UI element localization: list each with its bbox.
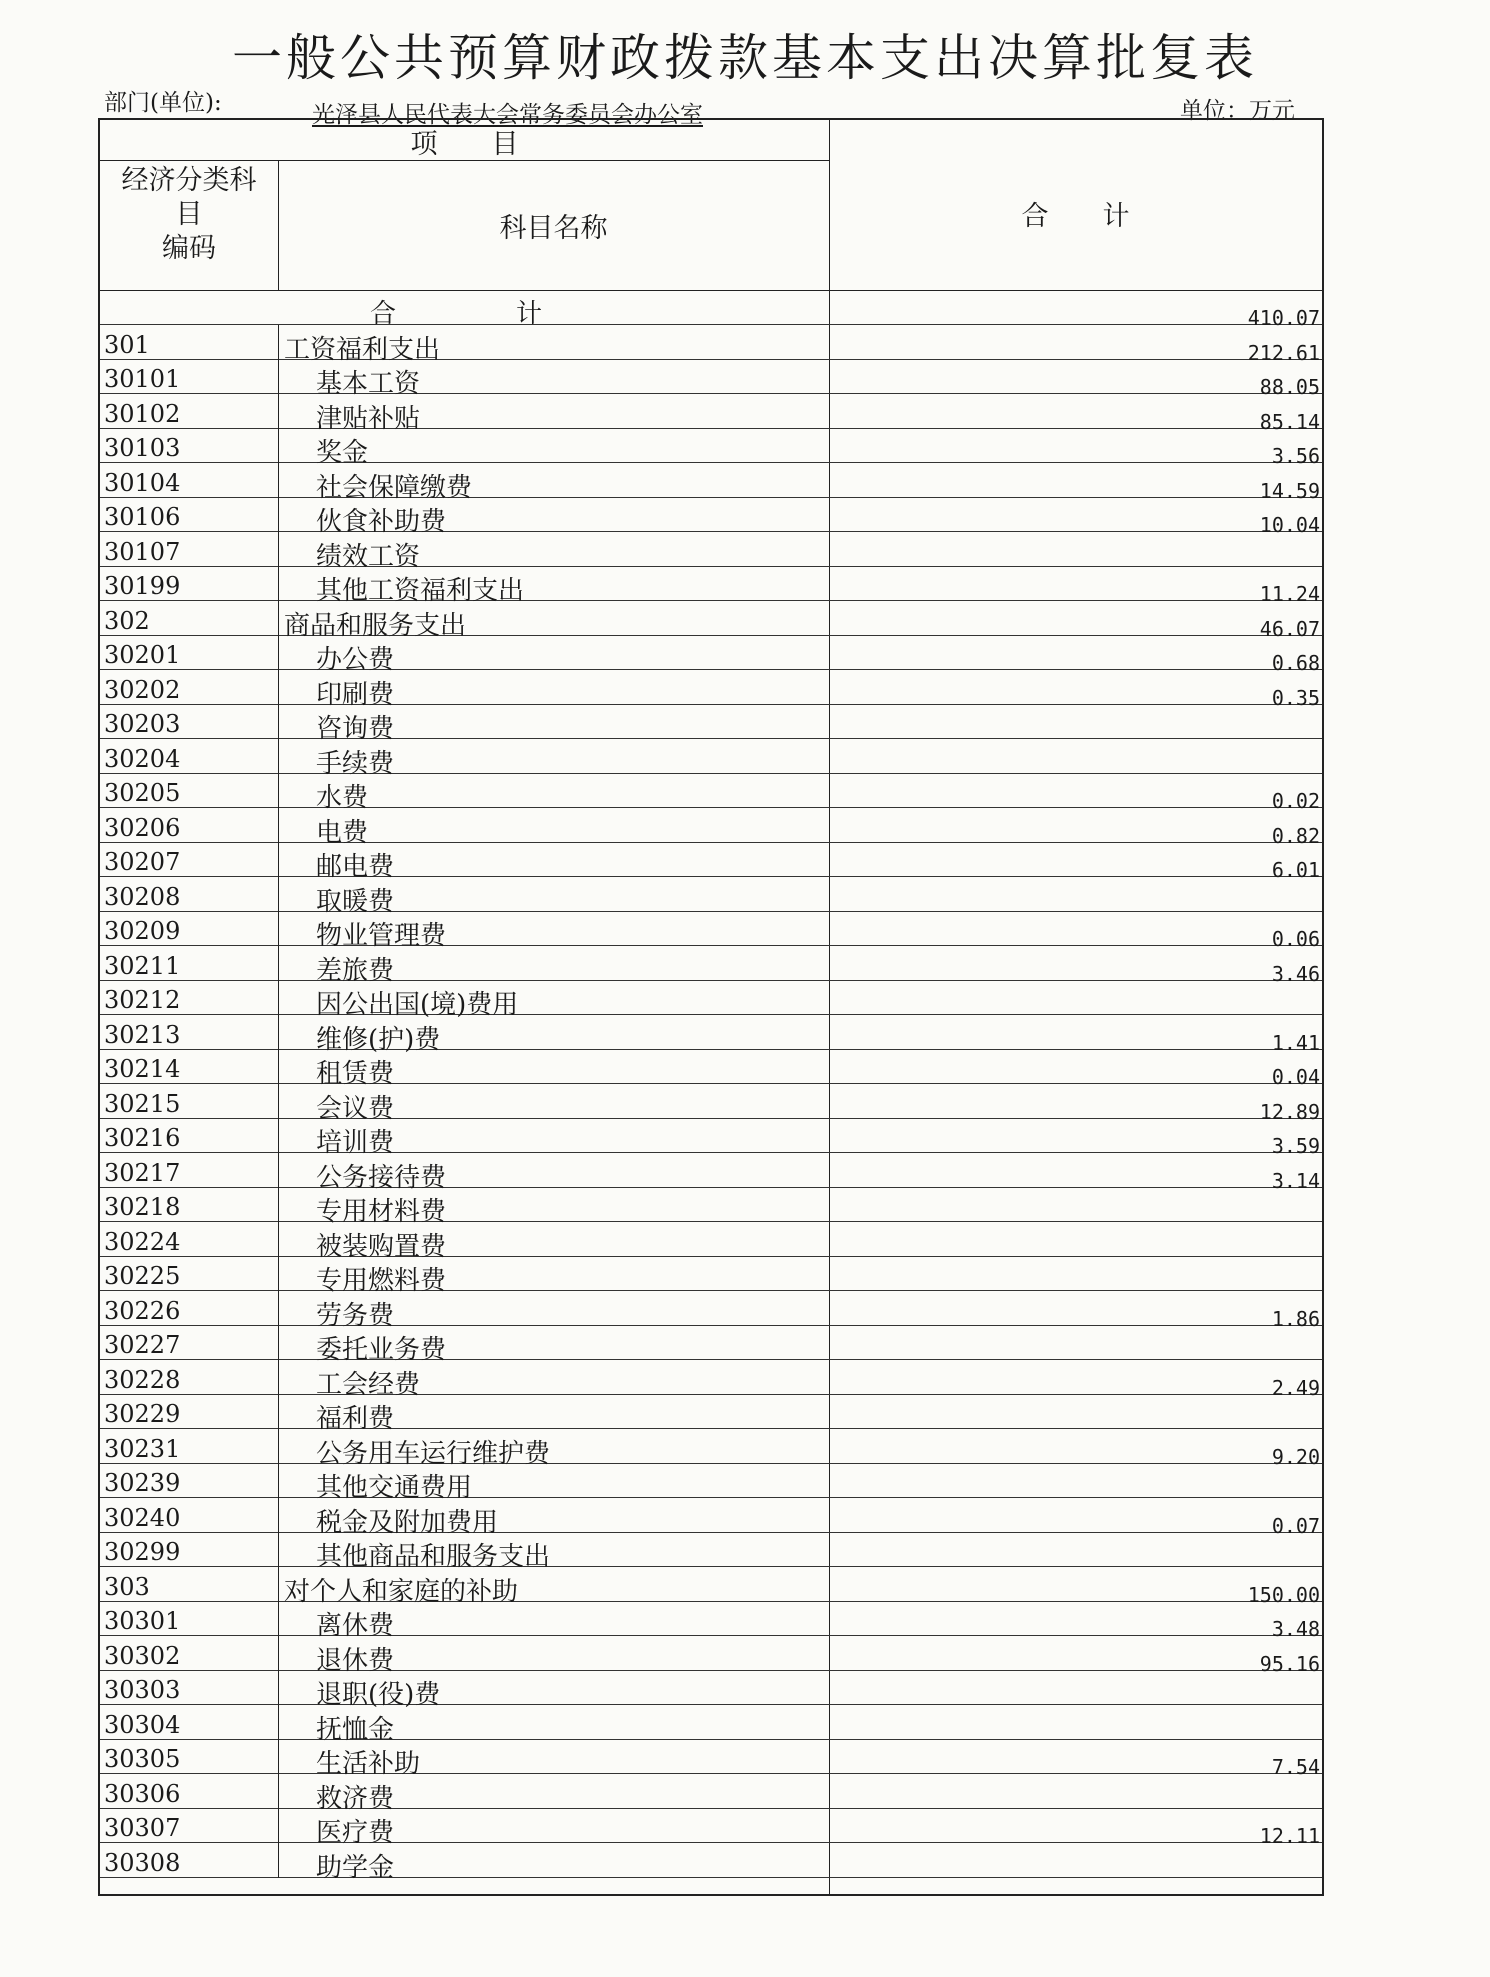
row-amount: 0.07 <box>1271 1513 1320 1538</box>
table-row <box>100 1464 1322 1503</box>
table-row <box>100 1533 1322 1572</box>
row-code: 30107 <box>104 537 181 566</box>
row-amount: 7.54 <box>1271 1755 1320 1779</box>
row-amount: 3.14 <box>1271 1168 1320 1193</box>
table-row <box>100 774 1322 813</box>
row-code: 30307 <box>104 1814 181 1842</box>
total-row-amount: 410.07 <box>1247 305 1320 330</box>
row-code: 30306 <box>104 1779 181 1808</box>
row-name: 公务接待费 <box>316 1162 447 1193</box>
row-code: 30304 <box>104 1710 181 1739</box>
row-code: 30201 <box>104 641 181 669</box>
row-name: 助学金 <box>316 1852 395 1883</box>
row-name: 退休费 <box>316 1645 395 1676</box>
table-row <box>100 1395 1322 1434</box>
table-row <box>100 1188 1322 1227</box>
row-code: 30308 <box>104 1848 181 1877</box>
table-row <box>100 1050 1322 1089</box>
row-amount: 14.59 <box>1259 478 1320 503</box>
row-code: 30239 <box>104 1469 181 1497</box>
row-code: 301 <box>104 330 150 359</box>
row-amount: 9.20 <box>1271 1444 1320 1469</box>
row-code: 30208 <box>104 882 181 911</box>
row-code: 30102 <box>104 399 181 428</box>
row-amount: 0.02 <box>1271 789 1320 813</box>
table-row <box>100 325 1322 365</box>
table-row <box>100 843 1322 882</box>
row-amount: 3.56 <box>1271 444 1320 468</box>
row-code: 30303 <box>104 1676 181 1704</box>
row-code: 30199 <box>104 572 181 600</box>
row-name: 办公费 <box>316 645 395 675</box>
row-amount: 0.06 <box>1271 927 1320 951</box>
row-code: 30103 <box>104 434 181 462</box>
table-row <box>100 1809 1322 1848</box>
table-row <box>100 808 1322 848</box>
table-row <box>100 1326 1322 1365</box>
row-name: 绩效工资 <box>316 541 421 572</box>
row-name: 邮电费 <box>316 852 395 882</box>
row-name: 电费 <box>316 817 369 848</box>
row-code: 30216 <box>104 1124 181 1152</box>
row-code: 302 <box>104 606 150 635</box>
table-row <box>100 360 1322 399</box>
row-amount: 12.89 <box>1259 1099 1320 1124</box>
row-name: 取暖费 <box>316 886 395 917</box>
row-name: 税金及附加费用 <box>316 1507 499 1538</box>
row-name: 物业管理费 <box>316 921 447 951</box>
row-code: 30226 <box>104 1296 181 1325</box>
row-amount: 0.68 <box>1271 651 1320 675</box>
header-code-line-1: 经济分类科 <box>121 165 257 196</box>
row-code: 30231 <box>104 1434 181 1463</box>
table-row <box>100 1843 1322 1883</box>
table-row <box>100 1671 1322 1710</box>
page-title: 一般公共预算财政拨款基本支出决算批复表 <box>232 29 1258 87</box>
row-amount: 6.01 <box>1271 858 1320 882</box>
row-name: 培训费 <box>316 1128 395 1158</box>
row-code: 30209 <box>104 917 181 945</box>
row-name: 委托业务费 <box>316 1335 447 1365</box>
department-name: 光泽县人民代表大会常务委员会办公室 <box>312 102 703 128</box>
row-name: 印刷费 <box>316 679 395 710</box>
row-code: 30211 <box>104 951 181 980</box>
row-name: 社会保障缴费 <box>316 472 473 503</box>
table-row <box>100 1015 1322 1055</box>
table-row <box>100 636 1322 675</box>
row-name: 公务用车运行维护费 <box>316 1438 551 1469</box>
row-amount: 3.48 <box>1271 1617 1320 1641</box>
table-row <box>100 1740 1322 1779</box>
row-code: 30217 <box>104 1158 181 1187</box>
row-amount: 3.46 <box>1271 961 1320 986</box>
row-code: 30302 <box>104 1641 181 1670</box>
table-row <box>100 1360 1322 1400</box>
table-row <box>100 1429 1322 1469</box>
row-name: 基本工资 <box>316 369 421 399</box>
table-row <box>100 1774 1322 1814</box>
row-amount: 0.35 <box>1271 685 1320 710</box>
header-total-column: 合 计 <box>1021 201 1130 232</box>
row-amount: 12.11 <box>1259 1824 1320 1848</box>
table-row <box>100 739 1322 779</box>
department-label: 部门(单位): <box>104 90 222 116</box>
table-row <box>100 1119 1322 1158</box>
table-row <box>100 912 1322 951</box>
row-name: 工资福利支出 <box>284 334 441 365</box>
row-amount: 95.16 <box>1259 1651 1320 1676</box>
header-code-column <box>100 164 278 266</box>
row-amount: 88.05 <box>1259 375 1320 399</box>
row-name: 水费 <box>316 783 369 813</box>
table-row <box>100 1153 1322 1193</box>
table-row <box>100 877 1322 917</box>
row-code: 30204 <box>104 744 181 773</box>
row-amount: 3.59 <box>1271 1134 1320 1158</box>
row-code: 30228 <box>104 1365 181 1394</box>
row-code: 30101 <box>104 365 181 393</box>
table-row <box>100 670 1322 710</box>
table-row <box>100 498 1322 537</box>
row-code: 30207 <box>104 848 181 876</box>
row-code: 30202 <box>104 675 181 704</box>
row-amount: 212.61 <box>1247 340 1320 365</box>
row-name: 福利费 <box>316 1404 395 1434</box>
row-code: 30224 <box>104 1227 181 1256</box>
row-code: 30104 <box>104 468 181 497</box>
table-row <box>100 981 1322 1020</box>
row-name: 救济费 <box>316 1783 395 1814</box>
row-amount: 46.07 <box>1259 616 1320 641</box>
row-amount: 0.04 <box>1271 1065 1320 1089</box>
row-name: 商品和服务支出 <box>284 610 467 641</box>
table-row <box>100 1498 1322 1538</box>
table-row <box>100 567 1322 606</box>
header-code-line-2: 目 <box>175 199 203 230</box>
row-name: 医疗费 <box>316 1818 395 1848</box>
row-name: 奖金 <box>316 438 369 468</box>
row-code: 30206 <box>104 813 181 842</box>
row-code: 30240 <box>104 1503 181 1532</box>
table-row <box>100 1602 1322 1641</box>
row-code: 30301 <box>104 1607 181 1635</box>
row-name: 会议费 <box>316 1093 395 1124</box>
row-name: 抚恤金 <box>316 1714 395 1745</box>
code-column-divider <box>278 325 279 1878</box>
row-name: 退职(役)费 <box>316 1680 441 1710</box>
row-code: 30106 <box>104 503 181 531</box>
row-code: 30299 <box>104 1538 181 1566</box>
row-code: 30203 <box>104 710 181 738</box>
table-row <box>100 394 1322 434</box>
row-name: 因公出国(境)费用 <box>316 990 519 1020</box>
unit-label: 单位：万元 <box>1180 98 1295 124</box>
table-row <box>100 463 1322 503</box>
table-row <box>100 1567 1322 1607</box>
row-code: 303 <box>104 1572 150 1601</box>
row-code: 30227 <box>104 1331 181 1359</box>
table-row <box>100 705 1322 744</box>
header-item: 项 目 <box>410 129 519 160</box>
table-row <box>100 1636 1322 1676</box>
row-code: 30225 <box>104 1262 181 1290</box>
row-amount: 0.82 <box>1271 823 1320 848</box>
table-row <box>100 1222 1322 1262</box>
row-name: 津贴补贴 <box>316 403 421 434</box>
row-amount: 1.41 <box>1271 1030 1320 1055</box>
total-row <box>100 290 1322 330</box>
table-row <box>100 1705 1322 1745</box>
row-name: 伙食补助费 <box>316 507 447 537</box>
row-amount: 10.04 <box>1259 513 1320 537</box>
row-name: 被装购置费 <box>316 1231 447 1262</box>
row-code: 30212 <box>104 986 181 1014</box>
table-row <box>100 532 1322 572</box>
row-name: 劳务费 <box>316 1300 395 1331</box>
header-name-column: 科目名称 <box>499 213 608 244</box>
budget-table <box>98 118 1324 1896</box>
table-row <box>100 946 1322 986</box>
row-name: 手续费 <box>316 748 395 779</box>
row-code: 30213 <box>104 1020 181 1049</box>
row-name: 对个人和家庭的补助 <box>284 1576 519 1607</box>
row-amount: 1.86 <box>1271 1306 1320 1331</box>
row-amount: 150.00 <box>1247 1582 1320 1607</box>
row-code: 30305 <box>104 1745 181 1773</box>
row-name: 专用材料费 <box>316 1197 447 1227</box>
table-row <box>100 1084 1322 1124</box>
row-name: 工会经费 <box>316 1369 421 1400</box>
row-code: 30229 <box>104 1400 181 1428</box>
row-name: 维修(护)费 <box>316 1024 441 1055</box>
table-row <box>100 1257 1322 1296</box>
table-row <box>100 429 1322 468</box>
row-name: 专用燃料费 <box>316 1266 447 1296</box>
row-name: 生活补助 <box>316 1749 421 1779</box>
row-name: 其他商品和服务支出 <box>316 1542 551 1572</box>
row-amount: 85.14 <box>1259 409 1320 434</box>
row-name: 其他交通费用 <box>316 1473 473 1503</box>
header-code-line-3: 编码 <box>162 233 216 264</box>
row-code: 30218 <box>104 1193 181 1221</box>
row-code: 30215 <box>104 1089 181 1118</box>
table-row <box>100 601 1322 641</box>
row-name: 租赁费 <box>316 1059 395 1089</box>
row-name: 离休费 <box>316 1611 395 1641</box>
row-amount: 11.24 <box>1259 582 1320 606</box>
row-amount: 2.49 <box>1271 1375 1320 1400</box>
table-row <box>100 1291 1322 1331</box>
row-name: 咨询费 <box>316 714 395 744</box>
row-name: 差旅费 <box>316 955 395 986</box>
row-code: 30214 <box>104 1055 181 1083</box>
row-code: 30205 <box>104 779 181 807</box>
total-row-label: 合计 <box>370 298 663 329</box>
row-name: 其他工资福利支出 <box>316 576 525 606</box>
